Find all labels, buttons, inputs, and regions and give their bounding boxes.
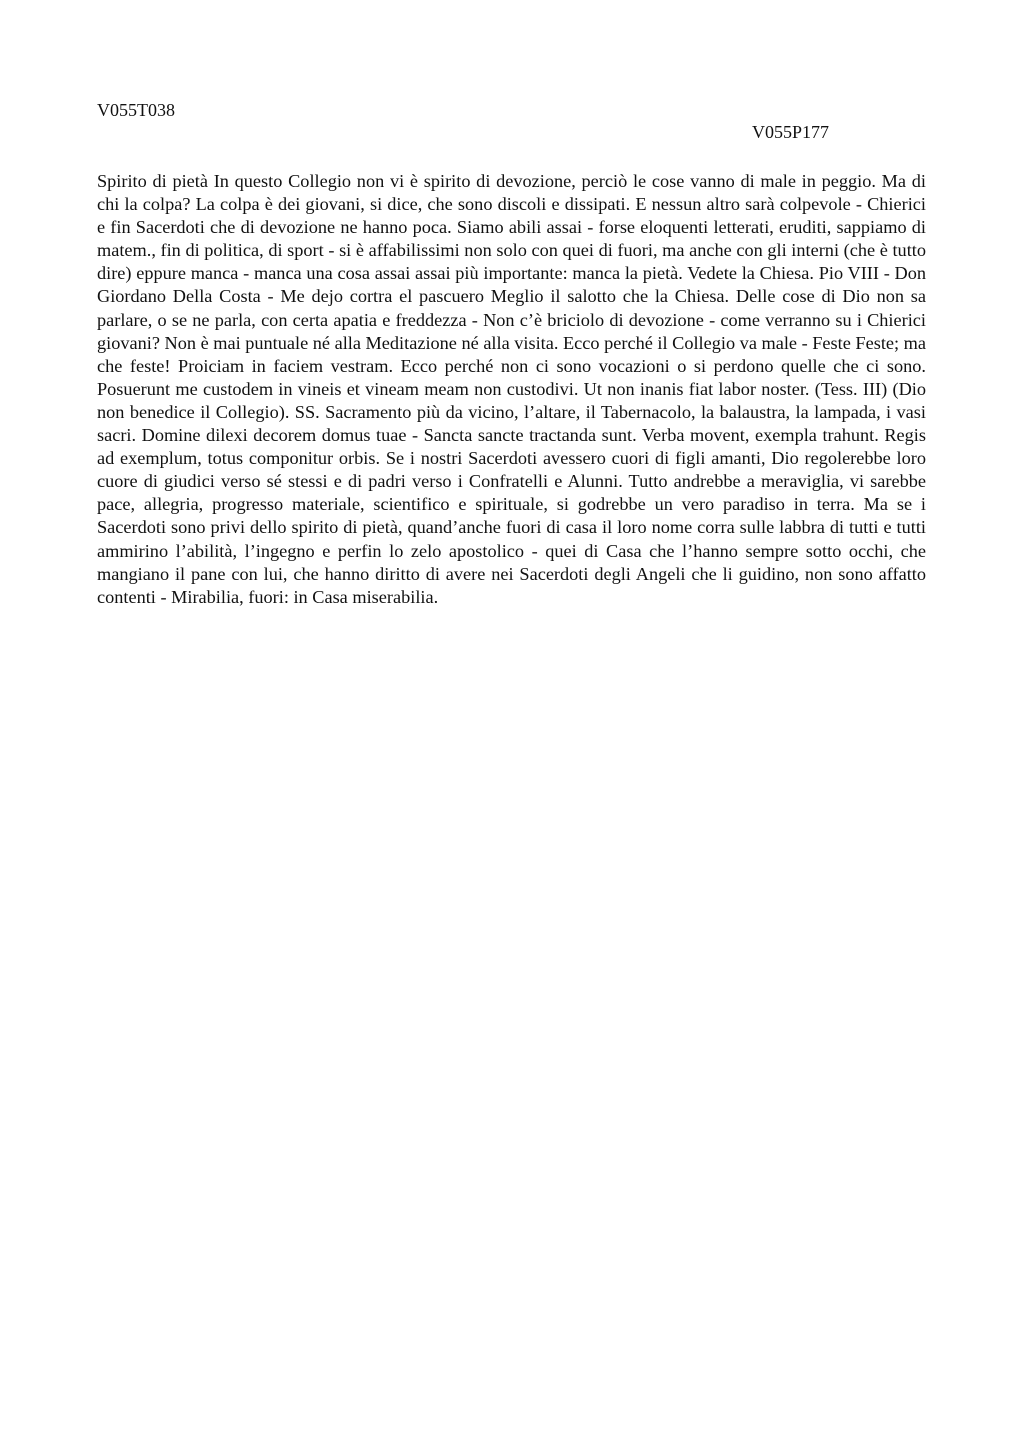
document-code: V055T038 — [97, 100, 175, 120]
page-code: V055P177 — [751, 122, 829, 142]
body-paragraph: Spirito di pietà In questo Collegio non vi è spirito di devozione, perciò le cose vanno di male in peggio. Ma di chi la colpa? La colpa è dei giovani, si dice, che sono discoli e dissipati. E nessun altro sarà colpevole - Chierici e fin Sacerdoti che di devozione ne hanno poca. Siamo abili assai - forse eloquenti letterati, eruditi, sappiamo di matem., fin di politica, di sport - si è affabilissimi non solo con quei di fuori, ma anche con gli interni (che è tutto dire) eppure manca - manca una cosa assai assai più importante: manca la pietà. Vedete la Chiesa. Pio VIII - Don Giordano Della Costa - Me dejo cortra el pascuero Meglio il salotto che la Chiesa. Delle cose di Dio non sa parlare, o se ne parla, con certa apatia e freddezza - Non c’è briciolo di devozione - come verranno su i Chierici giovani? Non è mai puntuale né alla Meditazione né alla visita. Ecco perché il Collegio va male - Feste Feste; ma che feste! Proiciam in faciem vestram. Ecco perché non ci sono vocazioni o si perdono quelle che ci sono. Posuerunt me custodem in vineis et vineam meam non custodivi. Ut non inanis fiat labor noster. (Tess. III) (Dio non benedice il Collegio). SS. Sacramento più da vicino, l’altare, il Tabernacolo, la balaustra, la lampada, i vasi sacri. Domine dilexi decorem domus tuae - Sancta sancte tractanda sunt. Verba movent, exempla trahunt. Regis ad exemplum, totus componitur orbis. Se i nostri Sacerdoti avessero cuori di figli amanti, Dio regolerebbe loro cuore di giudici verso sé stessi e di padri verso i Confratelli e Alunni. Tutto andrebbe a meraviglia, vi sarebbe pace, allegria, progresso materiale, scientifico e spirituale, si godrebbe un vero paradiso in terra. Ma se i Sacerdoti sono privi dello spirito di pietà, quand’anche fuori di casa il loro nome corra sulle labbra di tutti e tutti ammirino l’abilità, l’ingegno e perfin lo zelo apostolico - quei di Casa che l’hanno sempre sotto occhi, che mangiano il pane con lui, che hanno diritto di avere nei Sacerdoti degli Angeli che li guidino, non sono affatto contenti - Mirabilia, fuori: in Casa miserabilia. — [97, 171, 926, 607]
